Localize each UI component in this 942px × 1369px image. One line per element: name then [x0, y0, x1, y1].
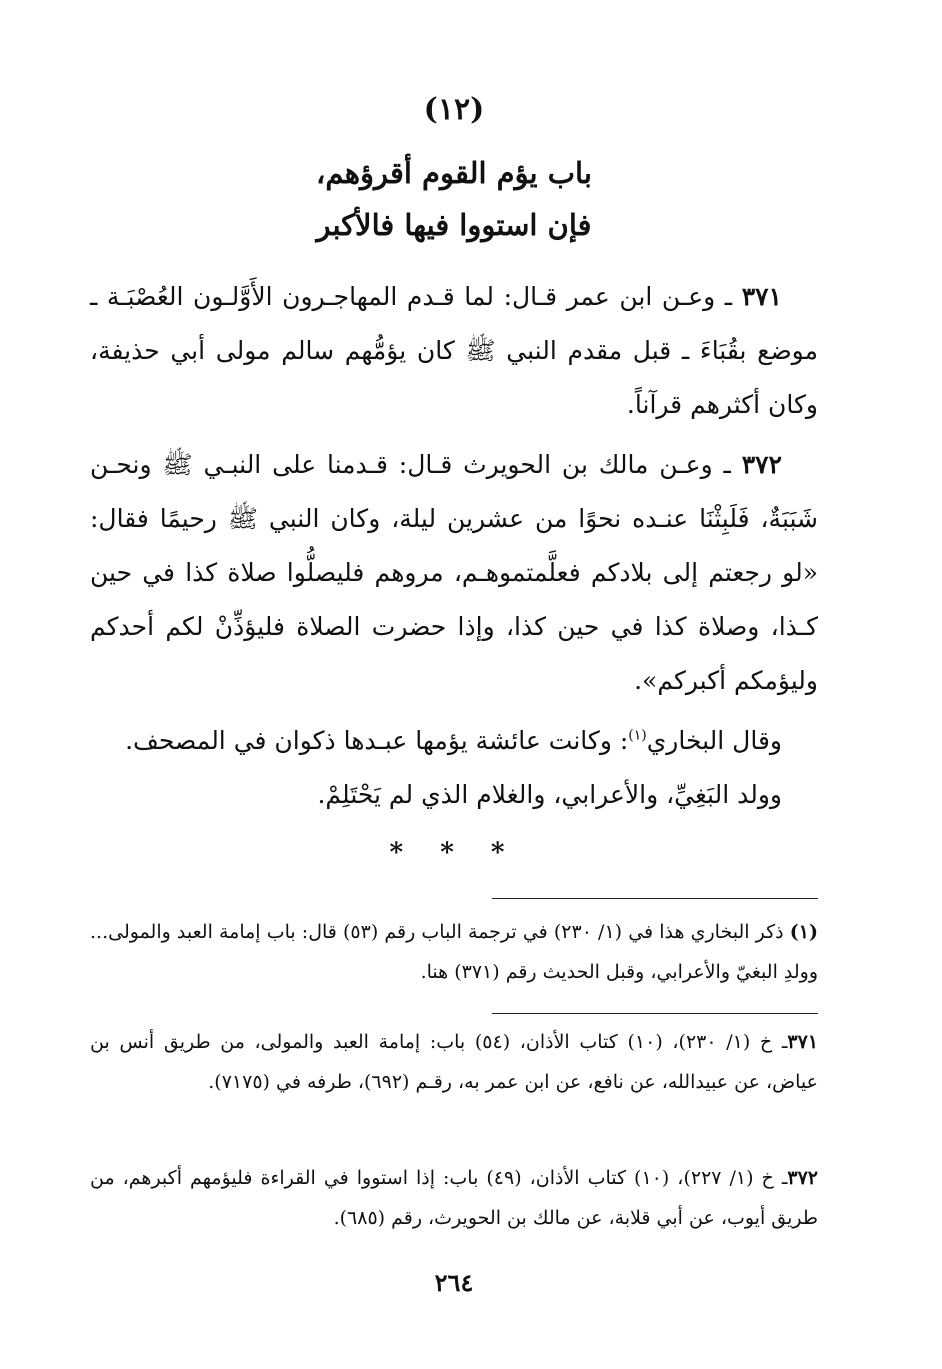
reference-text: ـ خ (١/ ٢٣٠)، (١٠) كتاب الأذان، (٥٤) باب: إمامة العبد والمولى، من طريق أنس بن عياض، عن عبيدالله، عن نافع، عن ابن عمر به، رقـم (٦٩٢)، طرفه في (٧١٧٥).	[90, 1031, 818, 1093]
bukhari-note-text: : وكانت عائشة يؤمها عبـدها ذكوان في المصحف.	[125, 726, 629, 755]
chapter-title-line-1: باب يؤم القوم أقرؤهم،	[316, 156, 592, 190]
bukhari-note-line-1	[90, 714, 818, 768]
book-page	[90, 0, 818, 1369]
hadith-number: ٣٧٢	[741, 450, 782, 479]
hadith-text: ـ وعـن مالك بن الحويرث قـال: قـدمنا على النبـي ﷺ ونحـن شَبَبَةٌ، فَلَبِثْنَا عنـده نحوًا من عشرين ليلة، وكان النبي ﷺ رحيمًا فقال: «لو رجعتم إلى بلادكم فعلَّمتموهـم، مروهم فليصلُّوا صلاة كذا في حين كـذا، وصلاة كذا في حين كذا، وإذا حضرت الصلاة فليؤذِّنْ لكم أحدكم وليؤمكم أكبركم».	[90, 450, 818, 695]
reference-371	[90, 1022, 818, 1108]
footnote-text: ذكر البخاري هذا في (١/ ٢٣٠) في ترجمة الباب رقم (٥٣) قال: باب إمامة العبد والمولى... وولدِ البغيّ والأعرابي، وقبل الحديث رقم (٣٧١) هنا.	[90, 921, 818, 983]
footnote-marker[interactable]: (١)	[628, 727, 647, 744]
main-text	[90, 270, 818, 822]
hadith-number: ٣٧١	[741, 282, 782, 311]
reference-372	[90, 1158, 818, 1244]
page-number: ٢٦٤	[434, 1268, 474, 1297]
hadith-372	[90, 438, 818, 708]
footnote-1	[90, 912, 818, 998]
reference-divider	[492, 1013, 818, 1014]
hadith-371	[90, 270, 818, 432]
bukhari-note-prefix: وقال البخاري	[646, 726, 782, 755]
reference-label: ٣٧٢	[787, 1167, 819, 1189]
bukhari-note-line-2: وولد البَغِيِّ، والأعرابي، والغلام الذي لم يَحْتَلِمْ.	[317, 780, 782, 809]
reference-text: ـ خ (١/ ٢٢٧)، (١٠) كتاب الأذان، (٤٩) باب: إذا استووا في القراءة فليؤمهم أكبرهم، من طريق أيوب، عن أبي قلابة، عن مالك بن الحويرث، رقم (٦٨٥).	[90, 1167, 818, 1229]
footnote-label: (١)	[789, 921, 818, 943]
chapter-title-line-2: فإن استووا فيها فالأكبر	[316, 208, 592, 242]
reference-label: ٣٧١	[787, 1031, 819, 1053]
section-separator: * * *	[389, 838, 519, 868]
chapter-number: (١٢)	[423, 92, 485, 127]
footnote-divider	[492, 898, 818, 899]
hadith-text: ـ وعـن ابن عمر قـال: لما قـدم المهاجـرون الأَوَّلـون العُصْبَـة ـ موضع بقُبَاءَ ـ قبل مقدم النبي ﷺ كان يؤمُّهم سالم مولى أبي حذيفة، وكان أكثرهم قرآناً.	[90, 282, 818, 419]
